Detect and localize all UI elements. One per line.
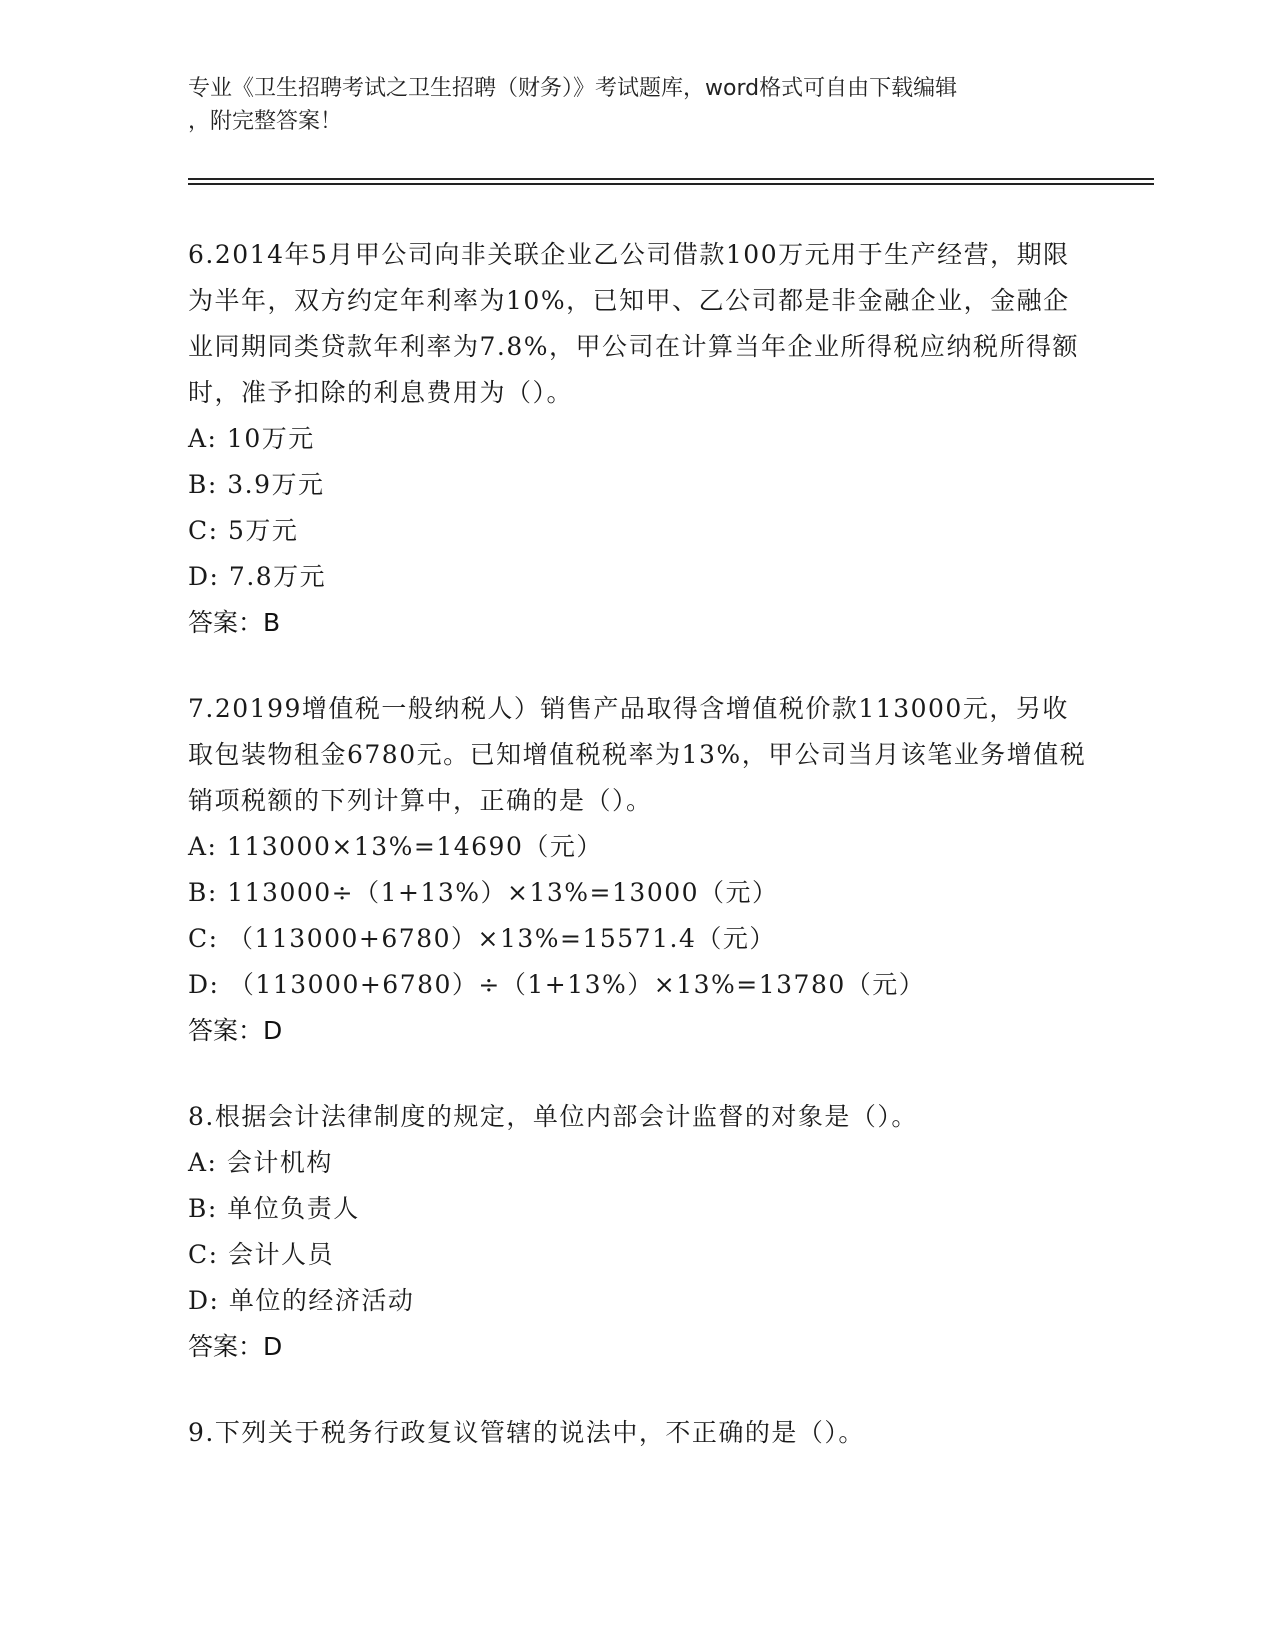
option-b: B: 113000÷（1+13%）×13%=13000（元） bbox=[188, 878, 779, 907]
question-7 bbox=[188, 686, 1088, 1054]
option-a: A: 会计机构 bbox=[188, 1148, 333, 1177]
question-stem: 7.20199增值税一般纳税人）销售产品取得含增值税价款113000元，另收取包装物租金6780元。已知增值税税率为13%，甲公司当月该笔业务增值税销项税额的下列计算中，正确的是（）。 bbox=[188, 694, 1087, 815]
question-stem: 8.根据会计法律制度的规定，单位内部会计监督的对象是（）。 bbox=[188, 1102, 918, 1131]
question-6 bbox=[188, 232, 1088, 646]
option-d: D: 7.8万元 bbox=[188, 562, 327, 591]
answer-label: 答案：D bbox=[188, 1016, 283, 1045]
option-d: D: （113000+6780）÷（1+13%）×13%=13780（元） bbox=[188, 970, 926, 999]
option-b: B: 3.9万元 bbox=[188, 470, 325, 499]
question-9 bbox=[188, 1410, 1088, 1456]
option-a: A: 113000×13%=14690（元） bbox=[188, 832, 603, 861]
answer-label: 答案：D bbox=[188, 1332, 283, 1361]
option-c: C: 5万元 bbox=[188, 516, 299, 545]
question-8 bbox=[188, 1094, 1088, 1370]
option-d: D: 单位的经济活动 bbox=[188, 1286, 415, 1315]
option-b: B: 单位负责人 bbox=[188, 1194, 360, 1223]
header-rule-top bbox=[188, 178, 1154, 180]
option-c: C: （113000+6780）×13%=15571.4（元） bbox=[188, 924, 776, 953]
option-a: A: 10万元 bbox=[188, 424, 315, 453]
question-stem: 6.2014年5月甲公司向非关联企业乙公司借款100万元用于生产经营，期限为半年，双方约定年利率为10%，已知甲、乙公司都是非金融企业，金融企业同期同类贷款年利率为7.8%，甲公司在计算当年企业所得税应纳税所得额时，准予扣除的利息费用为（）。 bbox=[188, 240, 1080, 407]
header-title: 专业《卫生招聘考试之卫生招聘（财务）》考试题库，word格式可自由下载编辑 ，附完整答案！ bbox=[188, 76, 958, 134]
option-c: C: 会计人员 bbox=[188, 1240, 334, 1269]
header-rule-bottom bbox=[188, 183, 1154, 185]
answer-label: 答案：B bbox=[188, 608, 281, 637]
question-stem: 9.下列关于税务行政复议管辖的说法中，不正确的是（）。 bbox=[188, 1418, 865, 1447]
question-list bbox=[188, 232, 1088, 1496]
